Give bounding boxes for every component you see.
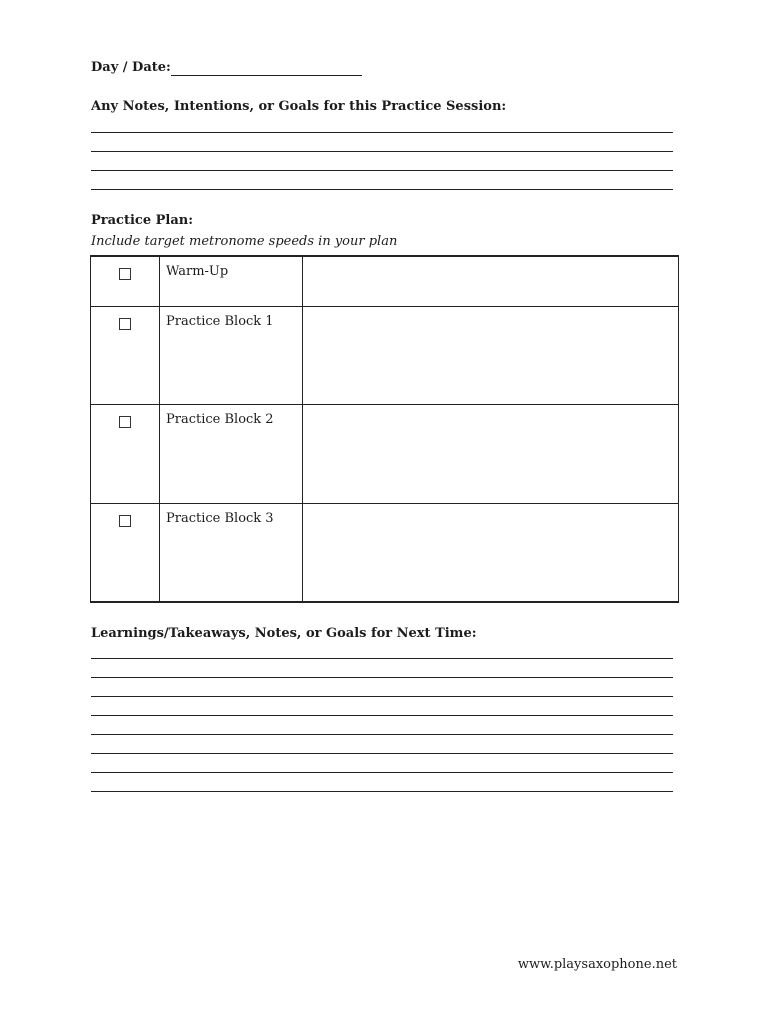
date-field-line[interactable] [171,75,362,76]
footer-website-url: www.playsaxophone.net [517,957,677,972]
intentions-heading: Any Notes, Intentions, or Goals for this Practice Session: [91,99,507,114]
plan-notes-cell-block-2[interactable] [303,404,679,503]
checkbox-block-1[interactable] [119,318,131,330]
practice-plan-note: Include target metronome speeds in your plan [91,234,398,249]
practice-plan-heading: Practice Plan: [91,213,194,228]
plan-label-cell [160,404,303,503]
intentions-line[interactable] [91,132,673,133]
checkbox-block-2[interactable] [119,416,131,428]
plan-checkbox-cell [91,503,160,602]
plan-row-block-1 [91,306,679,404]
plan-notes-cell-block-3[interactable] [303,503,679,602]
date-label: Day / Date: [91,60,171,75]
plan-label-cell [160,306,303,404]
plan-notes-cell-warm-up[interactable] [303,256,679,306]
learnings-line[interactable] [91,715,673,716]
checkbox-warm-up[interactable] [119,268,131,280]
learnings-line[interactable] [91,772,673,773]
plan-checkbox-cell [91,256,160,306]
learnings-line[interactable] [91,658,673,659]
plan-label-cell [160,256,303,306]
plan-notes-cell-block-1[interactable] [303,306,679,404]
learnings-line[interactable] [91,753,673,754]
plan-row-label: Practice Block 1 [166,313,274,329]
plan-label-cell [160,503,303,602]
plan-row-block-3 [91,503,679,602]
plan-checkbox-cell [91,306,160,404]
learnings-heading: Learnings/Takeaways, Notes, or Goals for Next Time: [91,626,477,641]
plan-row-warm-up [91,256,679,306]
plan-row-label: Practice Block 3 [166,510,274,526]
intentions-line[interactable] [91,189,673,190]
intentions-line[interactable] [91,151,673,152]
plan-checkbox-cell [91,404,160,503]
plan-row-label: Warm-Up [166,264,229,279]
intentions-line[interactable] [91,170,673,171]
learnings-line[interactable] [91,734,673,735]
plan-row-block-2 [91,404,679,503]
practice-plan-table [90,255,679,603]
learnings-line[interactable] [91,696,673,697]
plan-row-label: Practice Block 2 [166,411,274,427]
checkbox-block-3[interactable] [119,515,131,527]
learnings-line[interactable] [91,791,673,792]
learnings-line[interactable] [91,677,673,678]
